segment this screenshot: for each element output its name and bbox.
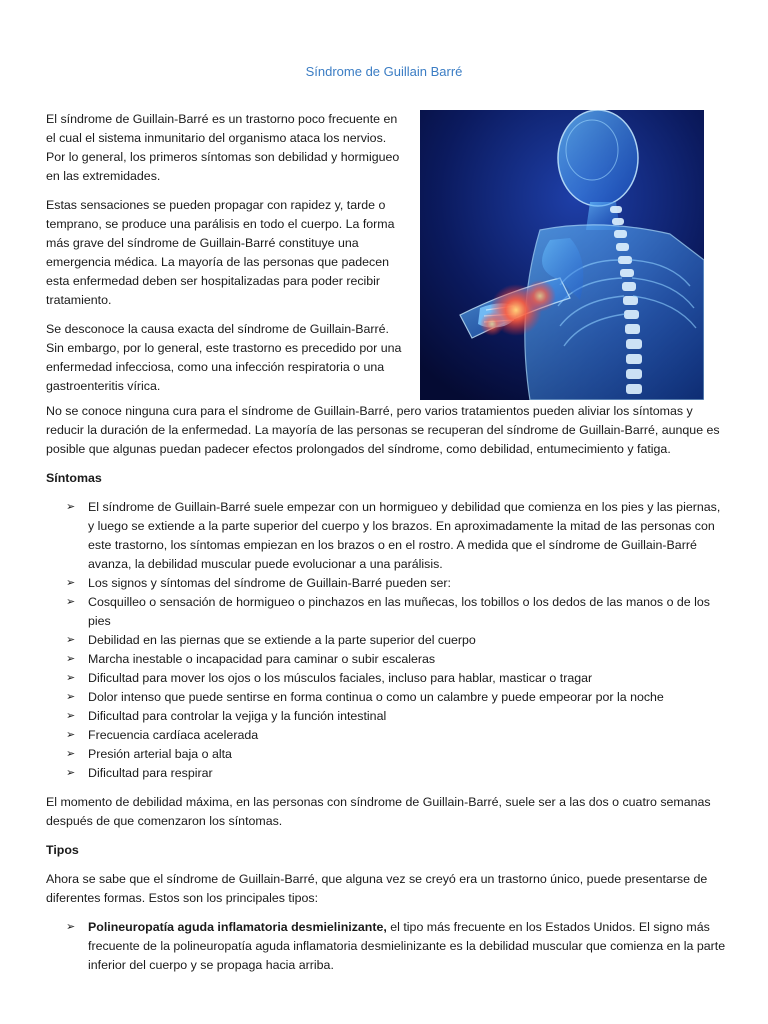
list-item-text: Debilidad en las piernas que se extiende a la parte superior del cuerpo	[88, 633, 476, 647]
list-item-text: Frecuencia cardíaca acelerada	[88, 728, 259, 742]
intro-section	[46, 110, 406, 406]
cure-paragraph: No se conoce ninguna cura para el síndrome de Guillain-Barré, pero varios tratamientos pueden aliviar los síntomas y reducir la duración de la enfermedad. La mayoría de las personas se recuperan del síndrome de Guillain-Barré, aunque es posible que algunas puedan padecer efectos prolongados del síndrome, como debilidad, entumecimiento y fatiga.	[46, 404, 720, 456]
bullet-arrow-icon: ➢	[66, 672, 76, 684]
list-item	[46, 669, 726, 688]
list-item-text: Marcha inestable o incapacidad para caminar o subir escaleras	[88, 652, 436, 666]
types-list	[46, 918, 726, 975]
list-item-text: El síndrome de Guillain-Barré suele empezar con un hormigueo y debilidad que comienza en los pies y las piernas, y luego se extiende a la parte superior del cuerpo y los brazos. En aproximadamente la mitad de las personas con este trastorno, los síntomas empiezan en los brazos o en el rostro. A medida que el síndrome de Guillain-Barré avanza, la debilidad muscular puede evolucionar a una parálisis.	[88, 500, 721, 571]
bullet-arrow-icon: ➢	[66, 691, 76, 703]
list-item-text: Dificultad para controlar la vejiga y la función intestinal	[88, 709, 387, 723]
bullet-arrow-icon: ➢	[66, 653, 76, 665]
list-item-text: Dolor intenso que puede sentirse en forma continua o como un calambre y puede empeorar por la noche	[88, 690, 664, 704]
bullet-arrow-icon: ➢	[66, 729, 76, 741]
list-item-text: Los signos y síntomas del síndrome de Guillain-Barré pueden ser:	[88, 576, 451, 590]
bullet-arrow-icon: ➢	[66, 767, 76, 779]
max-weakness-paragraph: El momento de debilidad máxima, en las personas con síndrome de Guillain-Barré, suele ser a las dos o cuatro semanas después de que comenzaron los síntomas.	[46, 795, 711, 828]
list-item	[46, 745, 726, 764]
list-item-text: Dificultad para respirar	[88, 766, 213, 780]
types-heading: Tipos	[46, 843, 79, 857]
anatomy-illustration	[420, 110, 704, 400]
intro-paragraph-2: Estas sensaciones se pueden propagar con rapidez y, tarde o temprano, se produce una parálisis en todo el cuerpo. La forma más grave del síndrome de Guillain-Barré constituye una emergencia médica. La mayoría de las personas que padecen esta enfermedad deben ser hospitalizadas para poder recibir tratamiento.	[46, 198, 395, 307]
list-item	[46, 593, 726, 631]
list-item-text: Cosquilleo o sensación de hormigueo o pinchazos en las muñecas, los tobillos o los dedos de las manos o de los pies	[88, 595, 710, 628]
bullet-arrow-icon: ➢	[66, 710, 76, 722]
list-item	[46, 726, 726, 745]
bullet-arrow-icon: ➢	[66, 577, 76, 589]
type-description: el tipo más frecuente en los Estados Unidos. El signo más frecuente de la polineuropatía aguda inflamatoria desmielinizante es la debilidad muscular que comienza en la parte inferior del cuerpo y se propaga hacia arriba.	[88, 920, 726, 972]
list-item	[46, 650, 726, 669]
symptoms-list	[46, 498, 726, 783]
bullet-arrow-icon: ➢	[66, 634, 76, 646]
list-item	[46, 688, 726, 707]
bullet-arrow-icon: ➢	[66, 748, 76, 760]
main-content	[46, 402, 726, 985]
types-intro-paragraph: Ahora se sabe que el síndrome de Guillain-Barré, que alguna vez se creyó era un trastorno único, puede presentarse de diferentes formas. Estos son los principales tipos:	[46, 872, 708, 905]
intro-paragraph-1: El síndrome de Guillain-Barré es un trastorno poco frecuente en el cual el sistema inmunitario del organismo ataca los nervios. Por lo general, los primeros síntomas son debilidad y hormigueo en las extremidades.	[46, 112, 400, 183]
list-item	[46, 631, 726, 650]
bullet-arrow-icon: ➢	[66, 596, 76, 608]
list-item	[46, 498, 726, 574]
anatomy-illustration-graphic	[420, 110, 704, 400]
list-item	[46, 707, 726, 726]
bullet-arrow-icon: ➢	[66, 921, 76, 933]
document-title: Síndrome de Guillain Barré	[305, 64, 463, 79]
list-item	[46, 918, 726, 975]
symptoms-heading: Síntomas	[46, 471, 102, 485]
bullet-arrow-icon: ➢	[66, 501, 76, 513]
intro-paragraph-3: Se desconoce la causa exacta del síndrome de Guillain-Barré. Sin embargo, por lo general, este trastorno es precedido por una enfermedad infecciosa, como una infección respiratoria o una gastroenteritis vírica.	[46, 322, 402, 393]
list-item-text: Presión arterial baja o alta	[88, 747, 232, 761]
list-item	[46, 764, 726, 783]
list-item	[46, 574, 726, 593]
type-name: Polineuropatía aguda inflamatoria desmielinizante,	[88, 920, 387, 934]
list-item-text: Dificultad para mover los ojos o los músculos faciales, incluso para hablar, masticar o tragar	[88, 671, 593, 685]
